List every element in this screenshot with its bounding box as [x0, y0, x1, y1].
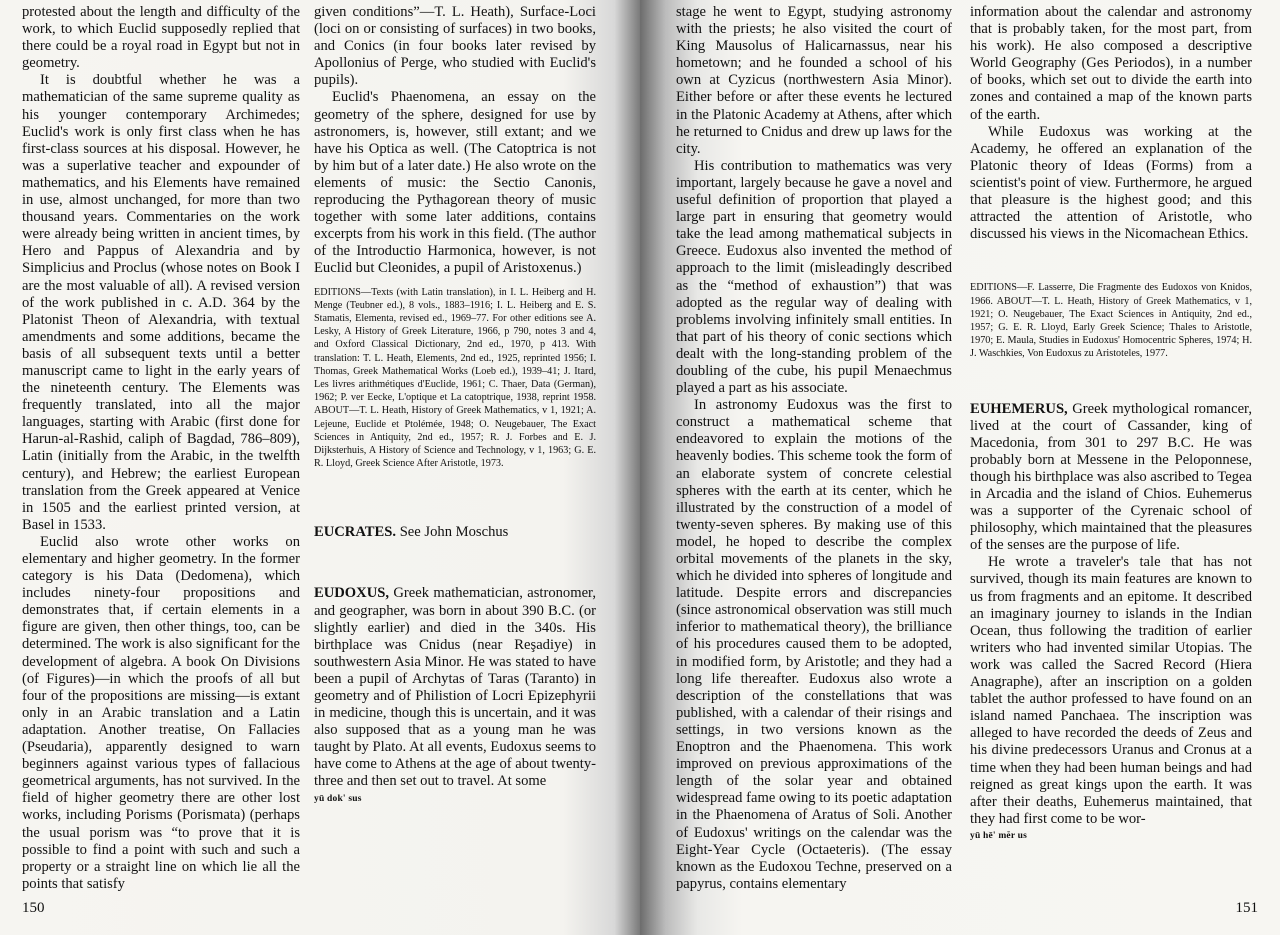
right-page-column-2 — [970, 4, 1252, 845]
paragraph: given conditions”—T. L. Heath), Surface-Loci (loci on or consisting of surfaces) in two books, and Conics (in four books later revised by Apollonius of Perge, who studied with Euclid's pupils). — [314, 4, 596, 89]
entry-eudoxus — [314, 585, 596, 790]
paragraph: protested about the length and difficulty of the work, to which Euclid supposedly replied that there could be a royal road in Egypt but not in geometry. — [22, 4, 300, 72]
paragraph: His contribution to mathematics was very important, largely because he gave a novel and useful definition of proportion that played a large part in ensuring that geometry would take the lead among mathematical subjects in Greece. Eudoxus also invented the method of approach to the limit (misleadingly described as the “method of exhaustion”) that was adopted as the regular way of dealing with problems involving infinitely small entities. In that part of his theory of conic sections which dealt with the long-standing problem of the doubling of the cube, his pupil Menaechmus played a part as his associate. — [676, 157, 952, 397]
paragraph: He wrote a traveler's tale that has not survived, though its main features are known to us from fragments and an epitome. It described an imaginary journey to islands in the Indian Ocean, thus following the tradition of earlier writers who had invented similar Utopias. The work was called the Sacred Record (Hiera Anagraphe), after an inscription on a golden tablet the author professed to have found on an island named Panchaea. The inscription was alleged to have recorded the deeds of Zeus and his divine predecessors Uranus and Cronus at a time when they had been human beings and had reigned as great kings upon the earth. It was after their deaths, Euhemerus maintained, that they had first come to be wor- — [970, 554, 1252, 827]
pronunciation: yū hē' mĕr us — [970, 830, 1028, 841]
entry-text: Greek mathematician, astronomer, and geographer, was born in about 390 B.C. (or slightly earlier) and died in the 340s. His birthplace was Cnidus (near Reşadiye) in southwestern Asia Minor. He was stated to have been a pupil of Archytas of Taras (Taranto) in geometry and of Philistion of Locri Epizephyrii in medicine, though this is uncertain, and it was also supposed that as a young man he was taught by Plato. At all events, Eudoxus seems to have come to Athens at the age of about twenty-three and then set out to travel. At some — [314, 585, 596, 790]
entry-heading: EUDOXUS, — [314, 585, 390, 602]
paragraph: In astronomy Eudoxus was the first to construct a mathematical scheme that endeavored to explain the motions of the heavenly bodies. This scheme took the form of an elaborate system of concrete celestial spheres with the earth at its center, which he illustrated by the construction of a model of twenty-seven spheres. By making use of this model, he hoped to describe the complex orbital movements of the planets in the sky, which he divided into spheres of longitude and latitude. Despite errors and discrepancies (since astronomical observation was still much inferior to mathematical theory), the brilliance of his procedures caused them to be adopted, in modified form, by Aristotle; and they had a long life thereafter. Eudoxus also wrote a description of the constellations that was published, with a calendar of their risings and settings, in two versions known as the Enoptron and the Phaenomena. This work improved on previous approximations of the length of the solar year and obtained widespread fame owing to its poetic adaptation in the Phaenomena of Aratus of Soli. Another of Eudoxus' writings on the calendar was the Eight-Year Cycle (Octaeteris). (The essay known as the Eudoxou Techne, preserved on a papyrus, contains elementary — [676, 397, 952, 892]
page-number: 151 — [1235, 900, 1258, 916]
paragraph: stage he went to Egypt, studying astronomy with the priests; he also visited the court of King Mausolus of Halicarnassus, near his hometown; and he founded a school of his own at Cyzicus (northwestern Asia Minor). Either before or after these events he lectured in the Platonic Academy at Athens, after which he returned to Cnidus and drew up laws for the city. — [676, 4, 952, 157]
right-page-column-1 — [676, 4, 952, 893]
paragraph: While Eudoxus was working at the Academy, he offered an explanation of the Platonic theory of Ideas (Forms) from a scientist's point of view. Furthermore, he argued that pleasure is the highest good; and this attracted the attention of Aristotle, who discussed his views in the Nicomachean Ethics. — [970, 123, 1252, 243]
entry-text: See John Moschus — [396, 524, 509, 541]
left-page-column-2 — [314, 4, 596, 808]
entry-text: Greek mythological romancer, lived at the court of Cassander, king of Macedonia, from 301 to 297 B.C. He was probably born at Messene in the Peloponnese, though his birthplace was also ascribed to Tegea in Arcadia and the island of Chios. Euhemerus was a supporter of the Cyrenaic school of philosophy, which maintained that the pleasures of the senses are the purpose of life. — [970, 400, 1252, 554]
editions-note: EDITIONS—F. Lasserre, Die Fragmente des Eudoxos von Knidos, 1966. ABOUT—T. L. Heath, History of Greek Mathematics, v 1, 1921; O. Neugebauer, The Exact Sciences in Antiquity, 2nd ed., 1957; G. E. R. Lloyd, Early Greek Science; Thales to Aristotle, 1970; E. Maula, Studies in Eudoxus' Homocentric Spheres, 1974; H. J. Waschkies, Von Eudoxus zu Aristoteles, 1977. — [970, 282, 1252, 360]
entry-euhemerus — [970, 401, 1252, 555]
page-number: 150 — [22, 900, 45, 916]
paragraph: information about the calendar and astronomy that is probably taken, for the most part, from his work). He also composed a descriptive World Geography (Ges Periodos), in a number of books, which set out to divide the earth into zones and contained a map of the known parts of the earth. — [970, 4, 1252, 123]
left-page-column-1 — [22, 4, 300, 893]
entry-heading: EUHEMERUS, — [970, 400, 1068, 417]
paragraph: Euclid's Phaenomena, an essay on the geometry of the sphere, designed for use by astronomers, is, however, still extant; and we have his Optica as well. (The Catoptrica is not by him but of a later date.) He also wrote on the elements of music: the Sectio Canonis, reproducing the Pythagorean theory of music together with some later additions, contains excerpts from his work in this field. (The author of the Introductio Harmonica, however, is not Euclid but Cleonides, a pupil of Aristoxenus.) — [314, 89, 596, 277]
entry-eucrates — [314, 524, 596, 541]
entry-heading: EUCRATES. — [314, 524, 397, 541]
right-page — [640, 0, 1280, 935]
paragraph: It is doubtful whether he was a mathematician of the same supreme quality as his younger contemporary Archimedes; Euclid's work is only first class when he has first-class sources at his disposal. However, he was a superlative teacher and expounder of mathematics, and his Elements have remained in use, almost unchanged, for more than two thousand years. Commentaries on the work were already being written in ancient times, by Hero and Pappus of Alexandria and by Simplicius and Proclus (whose notes on Book I are the most valuable of all). A revised version of the work published in c. A.D. 364 by the Platonist Theon of Alexandria, with textual amendments and some additions, became the basis of all subsequent texts until a better manuscript came to light in the early years of the nineteenth century. The Elements was frequently translated, into all the major languages, starting with Arabic (first done for Harun-al-Rashid, caliph of Bagdad, 786–809), Latin (initially from the Arabic, in the twelfth century), and Hebrew; the earliest European translation from the Greek appeared at Venice in 1505 and the earliest printed version, at Basel in 1533. — [22, 72, 300, 533]
paragraph: Euclid also wrote other works on elementary and higher geometry. In the former category is his Data (Dedomena), which includes ninety-four propositions and demonstrates that, if certain elements in a figure are given, then other things, too, can be determined. The work is also significant for the development of algebra. A book On Divisions (of Figures)—in which the proofs of all but four of the propositions are missing—is extant only in an Arabic translation and a Latin adaptation. Another treatise, On Fallacies (Pseudaria), apparently designed to warn beginners against various types of fallacious geometrical arguments, has not survived. In the field of higher geometry there are other lost works, including Porisms (Porismata) (perhaps the usual porism was “to prove that it is possible to find a point with such and such a property or a straight line on which lie all the points that satisfy — [22, 533, 300, 892]
editions-note: EDITIONS—Texts (with Latin translation), in I. L. Heiberg and H. Menge (Teubner ed.), 8 vols., 1883–1916; I. L. Heiberg and E. S. Stamatis, Elementa, revised ed., 1969–77. For other editions see A. Lesky, A History of Greek Literature, 1966, p 790, notes 3 and 4, and Oxford Classical Dictionary, 2nd ed., 1970, p 413. With translation: T. L. Heath, Elements, 2nd ed., 1925, reprinted 1956; I. Thomas, Greek Mathematical Works (Loeb ed.), 1939–41; J. Itard, Les livres arithmétiques d'Euclide, 1961; C. Thaer, Data (German), 1962; P. ver Eecke, L'optique et La catoptrique, 1938, reprint 1958. ABOUT—T. L. Heath, History of Greek Mathematics, v 1, 1921; A. Lejeune, Euclide et Ptolémée, 1948; O. Neugebauer, The Exact Sciences in Antiquity, 2nd ed., 1957; R. J. Forbes and E. J. Dijksterhuis, A History of Science and Technology, v 1, 1963; G. E. R. Lloyd, Greek Science After Aristotle, 1973. — [314, 286, 596, 470]
pronunciation: yū dok' sus — [314, 793, 362, 804]
